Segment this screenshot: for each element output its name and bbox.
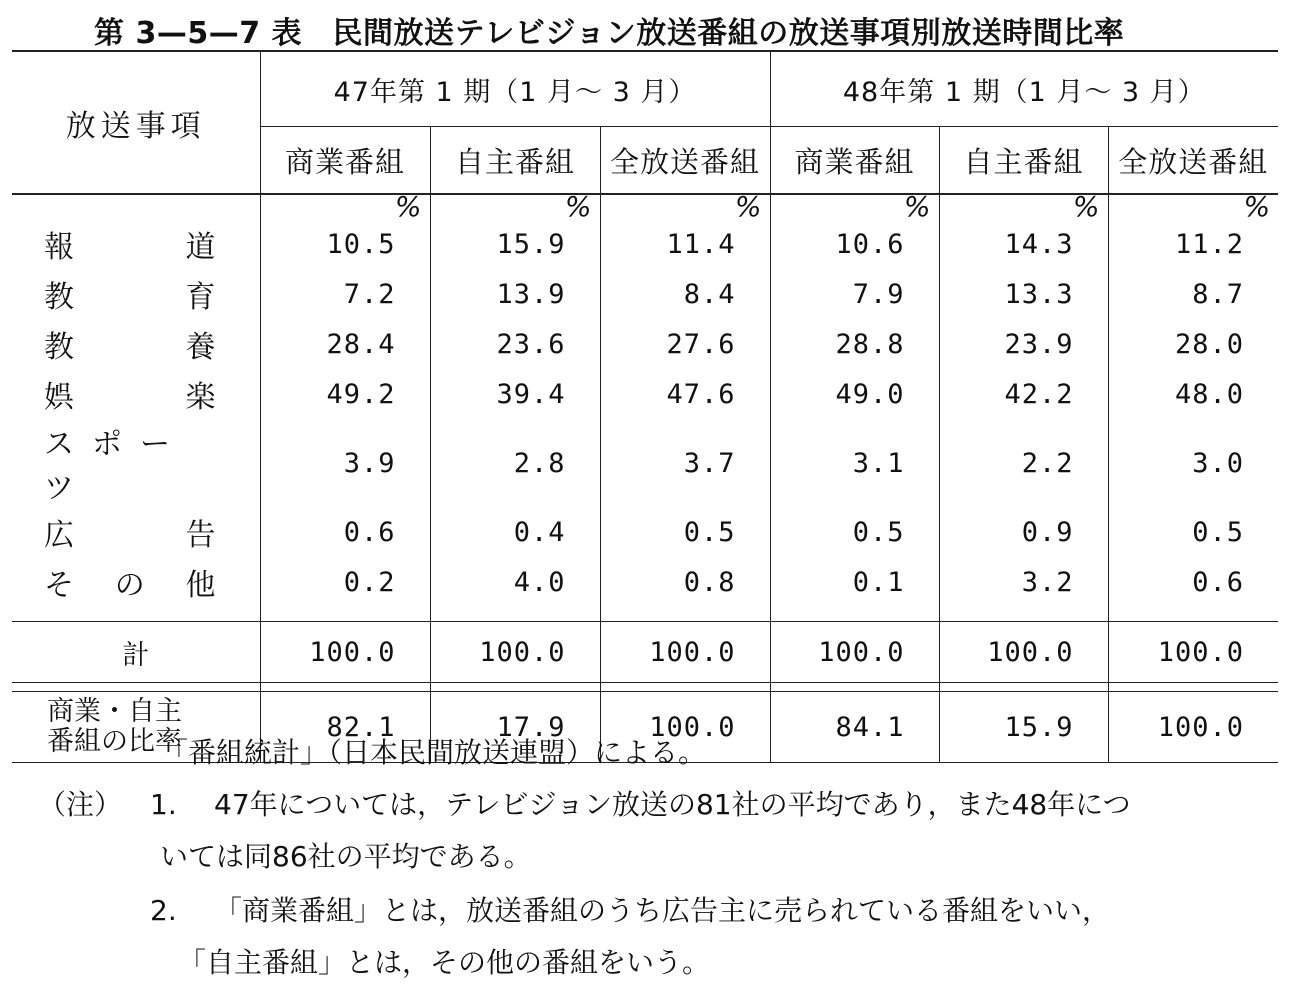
- subheader-commercial-47: 商業番組: [260, 127, 430, 195]
- ratio-value-cell: 17.9: [430, 692, 600, 763]
- subheader-all-47: 全放送番組: [600, 127, 770, 195]
- header-row-periods: [12, 51, 1278, 127]
- row-label-part: スポーツ: [44, 427, 188, 506]
- value-cell: 8.4: [600, 269, 770, 319]
- period-header-48: 48年第 1 期（1 月～ 3 月）: [770, 51, 1278, 127]
- total-value-cell: 100.0: [430, 622, 600, 683]
- value-cell: 48.0: [1108, 369, 1278, 419]
- value-cell: 3.9: [260, 419, 430, 507]
- double-rule-cell: [600, 683, 770, 692]
- value-cell: 14.3: [939, 219, 1108, 269]
- row-label: [12, 269, 260, 319]
- table-row-total: [12, 622, 1278, 683]
- value-cell: 10.6: [770, 219, 939, 269]
- double-rule-cell: [939, 683, 1108, 692]
- spacer-cell: [770, 607, 939, 622]
- table-row-other: [12, 557, 1278, 607]
- subheader-commercial-48: 商業番組: [770, 127, 939, 195]
- total-value-cell: 100.0: [939, 622, 1108, 683]
- total-value-cell: 100.0: [1108, 622, 1278, 683]
- value-cell: 28.0: [1108, 319, 1278, 369]
- value-cell: 0.4: [430, 507, 600, 557]
- value-cell: 0.1: [770, 557, 939, 607]
- unit-row: [12, 194, 1278, 219]
- table-row-culture: [12, 319, 1278, 369]
- value-cell: 0.9: [939, 507, 1108, 557]
- statistics-table-wrapper: [12, 50, 1278, 763]
- table-row-news: [12, 219, 1278, 269]
- row-label-part: 道: [185, 230, 216, 265]
- value-cell: 3.1: [770, 419, 939, 507]
- ratio-label-line2: 番組の比率: [47, 726, 182, 757]
- row-label-part: 娯: [44, 380, 74, 415]
- value-cell: 49.2: [260, 369, 430, 419]
- value-cell: 4.0: [430, 557, 600, 607]
- row-label-part: 告: [185, 518, 216, 553]
- subheader-independent-47: 自主番組: [430, 127, 600, 195]
- percent-unit: %: [1072, 190, 1100, 223]
- percent-unit: %: [734, 190, 762, 223]
- total-value-cell: 100.0: [770, 622, 939, 683]
- value-cell: 23.6: [430, 319, 600, 369]
- spacer-cell: [12, 607, 260, 622]
- row-label: [12, 507, 260, 557]
- table-row-education: [12, 269, 1278, 319]
- value-cell: 2.8: [430, 419, 600, 507]
- period-header-47: 47年第 1 期（1 月～ 3 月）: [260, 51, 770, 127]
- source-note: 「番組統計」（日本民間放送連盟）による。: [160, 736, 707, 769]
- value-cell: 49.0: [770, 369, 939, 419]
- row-label-part: 楽: [185, 380, 216, 415]
- unit-cell: [770, 190, 939, 223]
- ratio-value-cell: 82.1: [260, 692, 430, 763]
- item-column-header: 放送事項: [12, 51, 260, 194]
- value-cell: 13.9: [430, 269, 600, 319]
- percent-unit: %: [394, 190, 422, 223]
- value-cell: 15.9: [430, 219, 600, 269]
- value-cell: 0.6: [260, 507, 430, 557]
- row-label-part: 育: [185, 280, 216, 315]
- unit-cell: [600, 190, 770, 223]
- value-cell: 8.7: [1108, 269, 1278, 319]
- note1-line2: いては同86社の平均である。: [160, 840, 532, 873]
- value-cell: 11.2: [1108, 219, 1278, 269]
- value-cell: 3.0: [1108, 419, 1278, 507]
- page-title: 第 3—5—7 表 民間放送テレビジョン放送番組の放送事項別放送時間比率: [94, 16, 1125, 51]
- double-rule-cell: [1108, 683, 1278, 692]
- row-label-part: 教: [44, 280, 74, 315]
- row-label: [12, 557, 260, 607]
- note-prefix: （注）: [38, 788, 123, 821]
- value-cell: 0.6: [1108, 557, 1278, 607]
- value-cell: 0.5: [600, 507, 770, 557]
- value-cell: 27.6: [600, 319, 770, 369]
- unit-cell: [260, 190, 430, 223]
- subheader-all-48: 全放送番組: [1108, 127, 1278, 195]
- unit-cell: [430, 190, 600, 223]
- value-cell: 28.4: [260, 319, 430, 369]
- row-label: [12, 369, 260, 419]
- row-label-part: の: [114, 568, 145, 603]
- broadcast-time-ratio-table: [12, 50, 1278, 763]
- row-label: [12, 419, 260, 507]
- total-label: 計: [12, 622, 260, 683]
- value-cell: 0.5: [770, 507, 939, 557]
- value-cell: 3.2: [939, 557, 1108, 607]
- value-cell: 23.9: [939, 319, 1108, 369]
- note1-number: 1.: [150, 788, 177, 821]
- row-label-part: そ: [44, 568, 74, 603]
- value-cell: 0.8: [600, 557, 770, 607]
- unit-cell: [939, 190, 1108, 223]
- value-cell: 13.3: [939, 269, 1108, 319]
- note1-line1: 47年については，テレビジョン放送の81社の平均であり，また48年につ: [214, 788, 1131, 821]
- spacer-cell: [1108, 607, 1278, 622]
- spacer-row: [12, 607, 1278, 622]
- table-row-advertising: [12, 507, 1278, 557]
- value-cell: 42.2: [939, 369, 1108, 419]
- total-value-cell: 100.0: [600, 622, 770, 683]
- value-cell: 0.2: [260, 557, 430, 607]
- row-label-part: 報: [44, 230, 74, 265]
- row-label-part: 養: [185, 330, 216, 365]
- double-rule-cell: [770, 683, 939, 692]
- unit-row-label-cell: [12, 194, 260, 219]
- row-label-part: 他: [185, 568, 216, 603]
- value-cell: 3.7: [600, 419, 770, 507]
- row-label: [12, 319, 260, 369]
- value-cell: 11.4: [600, 219, 770, 269]
- spacer-cell: [939, 607, 1108, 622]
- ratio-label-line1: 商業・自主: [47, 696, 182, 727]
- double-rule-cell: [260, 683, 430, 692]
- double-rule-cell: [430, 683, 600, 692]
- row-label-part: 教: [44, 330, 74, 365]
- spacer-cell: [260, 607, 430, 622]
- table-row-entertainment: [12, 369, 1278, 419]
- spacer-cell: [430, 607, 600, 622]
- spacer-cell: [600, 607, 770, 622]
- note2-line2: 「自主番組」とは，その他の番組をいう。: [178, 946, 711, 979]
- percent-unit: %: [903, 190, 931, 223]
- row-label: [12, 219, 260, 269]
- ratio-value-cell: 84.1: [770, 692, 939, 763]
- ratio-value-cell: 100.0: [600, 692, 770, 763]
- percent-unit: %: [564, 190, 592, 223]
- value-cell: 47.6: [600, 369, 770, 419]
- value-cell: 2.2: [939, 419, 1108, 507]
- note2-number: 2.: [150, 894, 177, 927]
- percent-unit: %: [1243, 190, 1271, 223]
- value-cell: 10.5: [260, 219, 430, 269]
- total-value-cell: 100.0: [260, 622, 430, 683]
- value-cell: 39.4: [430, 369, 600, 419]
- value-cell: 28.8: [770, 319, 939, 369]
- unit-cell: [1108, 190, 1278, 223]
- table-row-sports: [12, 419, 1278, 507]
- ratio-value-cell: 15.9: [939, 692, 1108, 763]
- subheader-independent-48: 自主番組: [939, 127, 1108, 195]
- ratio-value-cell: 100.0: [1108, 692, 1278, 763]
- note2-line1: 「商業番組」とは，放送番組のうち広告主に売られている番組をいい，: [214, 894, 1111, 927]
- value-cell: 0.5: [1108, 507, 1278, 557]
- double-rule-row: [12, 683, 1278, 692]
- value-cell: 7.9: [770, 269, 939, 319]
- value-cell: 7.2: [260, 269, 430, 319]
- row-label-part: 広: [44, 518, 74, 553]
- double-rule-cell: [12, 683, 260, 692]
